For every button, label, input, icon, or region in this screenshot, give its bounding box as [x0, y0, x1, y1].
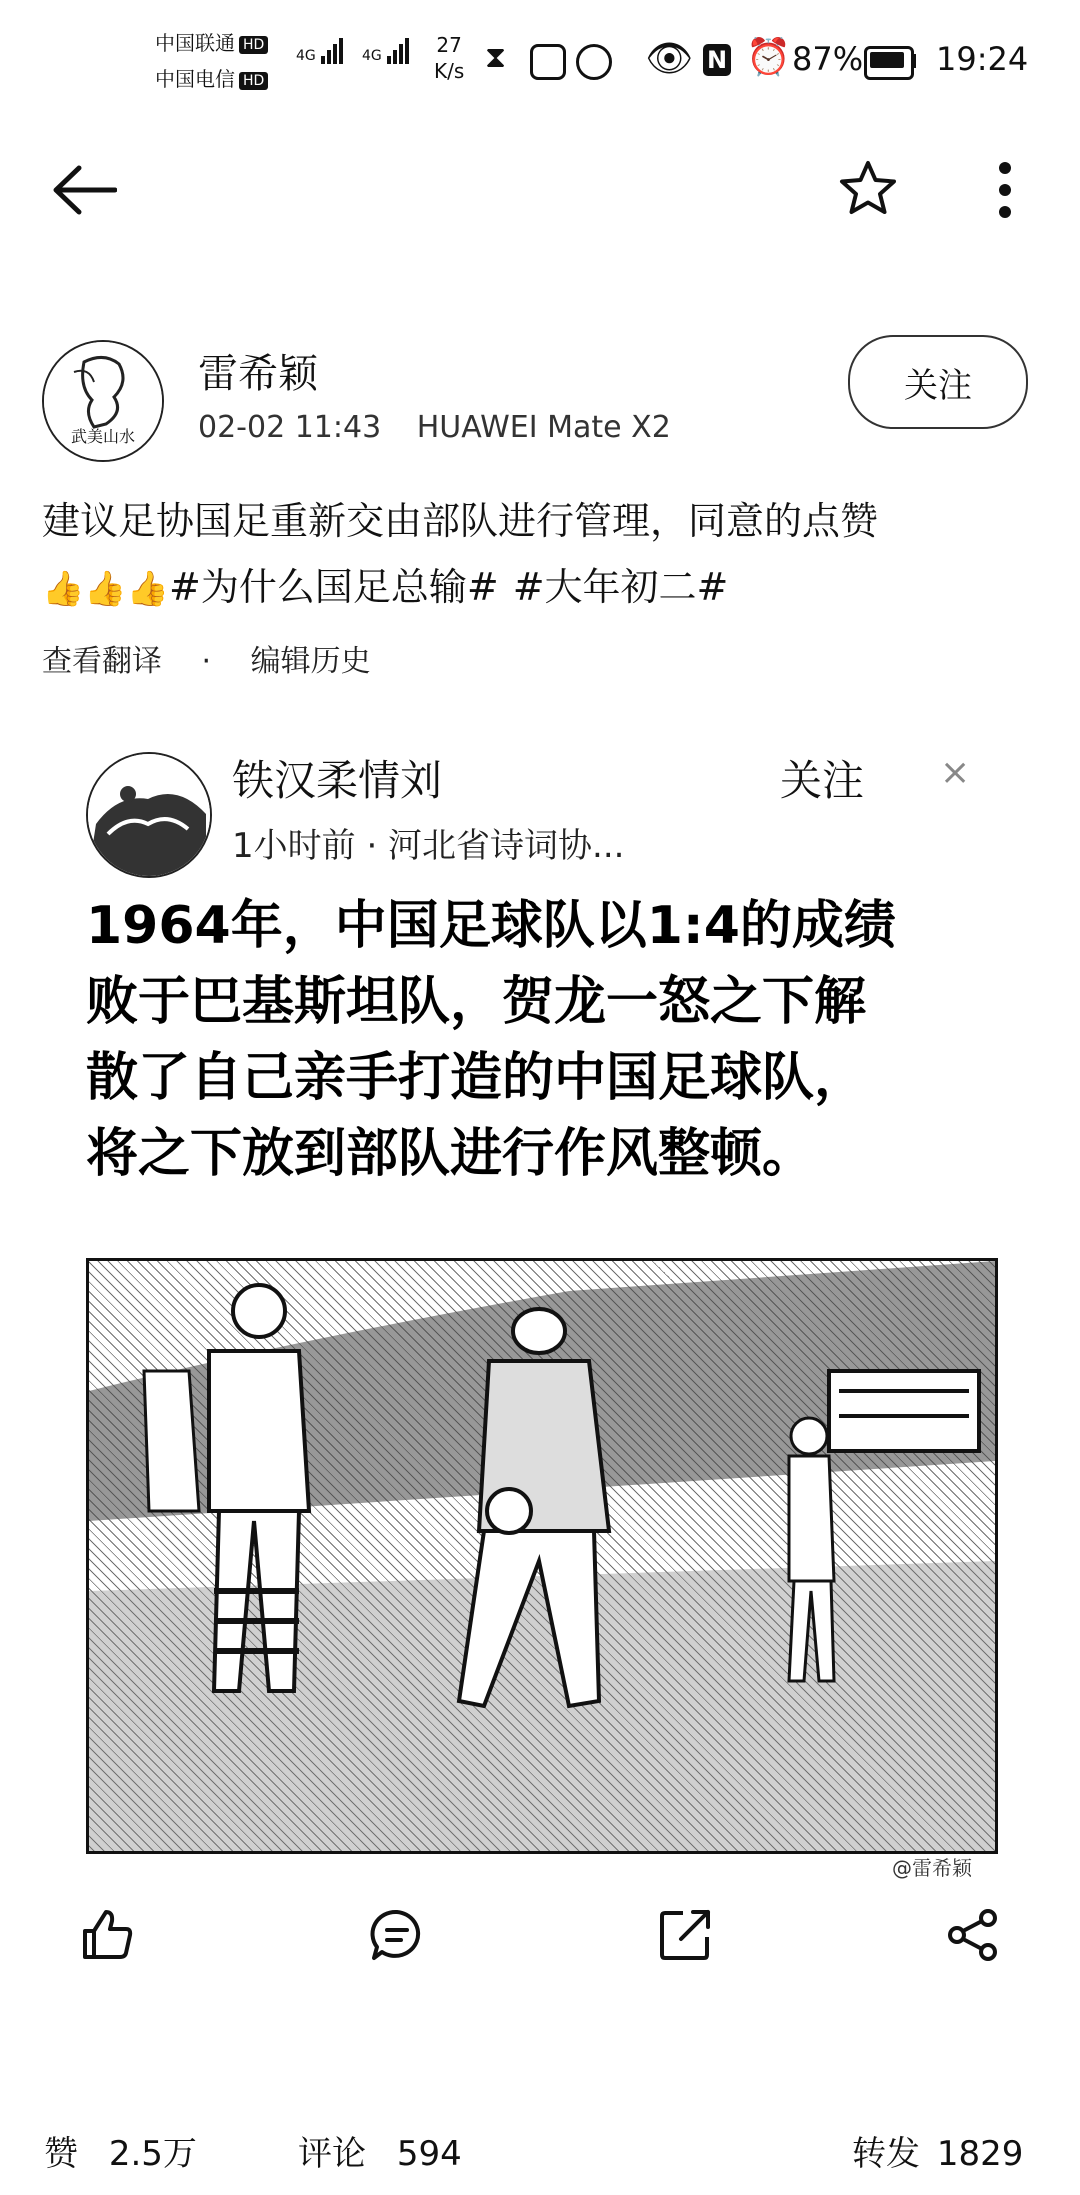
more-options-button[interactable] — [970, 150, 1040, 230]
nfc-icon: N — [703, 44, 731, 76]
headline-line: 散了自己亲手打造的中国足球队， — [86, 1048, 867, 1108]
eye-icon: 👁 — [645, 36, 694, 80]
author-avatar[interactable] — [42, 340, 164, 462]
quoted-author-name[interactable]: 铁汉柔情刘 — [232, 756, 443, 805]
quoted-headline — [86, 888, 1046, 1192]
app-notification-icon — [530, 44, 566, 80]
repost-button[interactable] — [650, 1900, 720, 1970]
edit-history-link[interactable]: 编辑历史 — [250, 644, 371, 679]
post-meta — [198, 410, 671, 445]
hd-badge-2: HD — [239, 72, 268, 90]
repost-count: 1829 — [936, 2134, 1024, 2174]
separator-dot: · — [201, 644, 212, 679]
comment-stat[interactable] — [298, 2126, 462, 2175]
post-links — [42, 636, 371, 680]
like-button[interactable] — [72, 1900, 142, 1970]
repost-stat[interactable] — [852, 2126, 1023, 2175]
star-icon — [838, 159, 898, 217]
network-type-1: 4G — [296, 48, 316, 64]
comment-button[interactable] — [362, 1900, 432, 1970]
signal-2 — [362, 38, 411, 64]
carrier-1-name: 中国联通 — [155, 31, 235, 55]
status-bar — [0, 0, 1080, 130]
post-text-line: 建议足协国足重新交由部队进行管理，同意的点赞 — [42, 499, 879, 543]
comment-count: 594 — [396, 2134, 462, 2174]
hourglass-icon: ⧗ — [485, 40, 507, 75]
translate-link[interactable]: 查看翻译 — [42, 644, 162, 679]
like-stat[interactable] — [44, 2126, 197, 2175]
network-speed — [434, 32, 464, 84]
speed-unit: K/s — [434, 59, 465, 83]
favorite-button[interactable] — [828, 148, 908, 228]
like-stat-label: 赞 — [44, 2134, 78, 2174]
hashtag-link-1[interactable]: #为什么国足总输# — [169, 565, 499, 609]
more-vertical-icon — [997, 160, 1013, 220]
speed-value: 27 — [436, 33, 462, 57]
quoted-photo[interactable] — [86, 1258, 998, 1854]
comment-stat-label: 评论 — [298, 2134, 366, 2174]
signal-1 — [296, 38, 345, 64]
headline-line: 1964年，中国足球队以1:4的成绩 — [86, 896, 896, 956]
signal-bars-2-icon — [387, 38, 411, 64]
hd-badge-1: HD — [239, 36, 268, 54]
post-device: HUAWEI Mate X2 — [416, 410, 671, 445]
back-button[interactable] — [44, 150, 124, 230]
post-body — [42, 488, 1042, 622]
network-type-2: 4G — [362, 48, 382, 64]
repost-stat-label: 转发 — [852, 2134, 920, 2174]
battery-percent: 87% — [792, 40, 864, 78]
quoted-meta: 1小时前 · 河北省诗词协... — [232, 826, 625, 866]
share-icon — [945, 1907, 1001, 1963]
like-count: 2.5万 — [108, 2134, 197, 2174]
follow-button[interactable]: 关注 — [848, 335, 1028, 429]
quoted-follow-button[interactable]: 关注 — [780, 756, 865, 805]
signal-bars-1-icon — [321, 38, 345, 64]
thumbs-up-emoji-icon: 👍👍👍 — [42, 569, 170, 609]
quoted-avatar-image — [88, 754, 210, 876]
hashtag-link-2[interactable]: #大年初二# — [512, 565, 729, 609]
photo-watermark: @雷希颖 — [892, 1856, 972, 1880]
headline-line: 败于巴基斯坦队，贺龙一怒之下解 — [86, 972, 867, 1032]
alarm-icon: ⏰ — [746, 37, 791, 78]
post-text-line-2 — [42, 554, 1042, 622]
author-name[interactable]: 雷希颖 — [198, 351, 318, 397]
thumbs-up-icon — [79, 1907, 135, 1963]
battery-tip — [912, 54, 916, 68]
app-notification-2-icon — [576, 44, 612, 80]
back-arrow-icon — [51, 165, 117, 215]
share-button[interactable] — [938, 1900, 1008, 1970]
battery-icon — [864, 46, 914, 80]
repost-icon — [657, 1907, 713, 1963]
headline-line: 将之下放到部队进行作风整顿。 — [86, 1124, 815, 1184]
post-time: 02-02 11:43 — [198, 410, 382, 445]
carrier-2 — [155, 66, 268, 92]
carrier-2-name: 中国电信 — [155, 67, 235, 91]
close-icon[interactable]: × — [940, 752, 971, 793]
clock: 19:24 — [936, 40, 1029, 78]
photo-content — [89, 1261, 995, 1851]
carrier-1 — [155, 30, 268, 56]
quoted-author-avatar[interactable] — [86, 752, 212, 878]
avatar-logo-text: 武美山水 — [70, 427, 135, 446]
comment-icon — [369, 1907, 425, 1963]
